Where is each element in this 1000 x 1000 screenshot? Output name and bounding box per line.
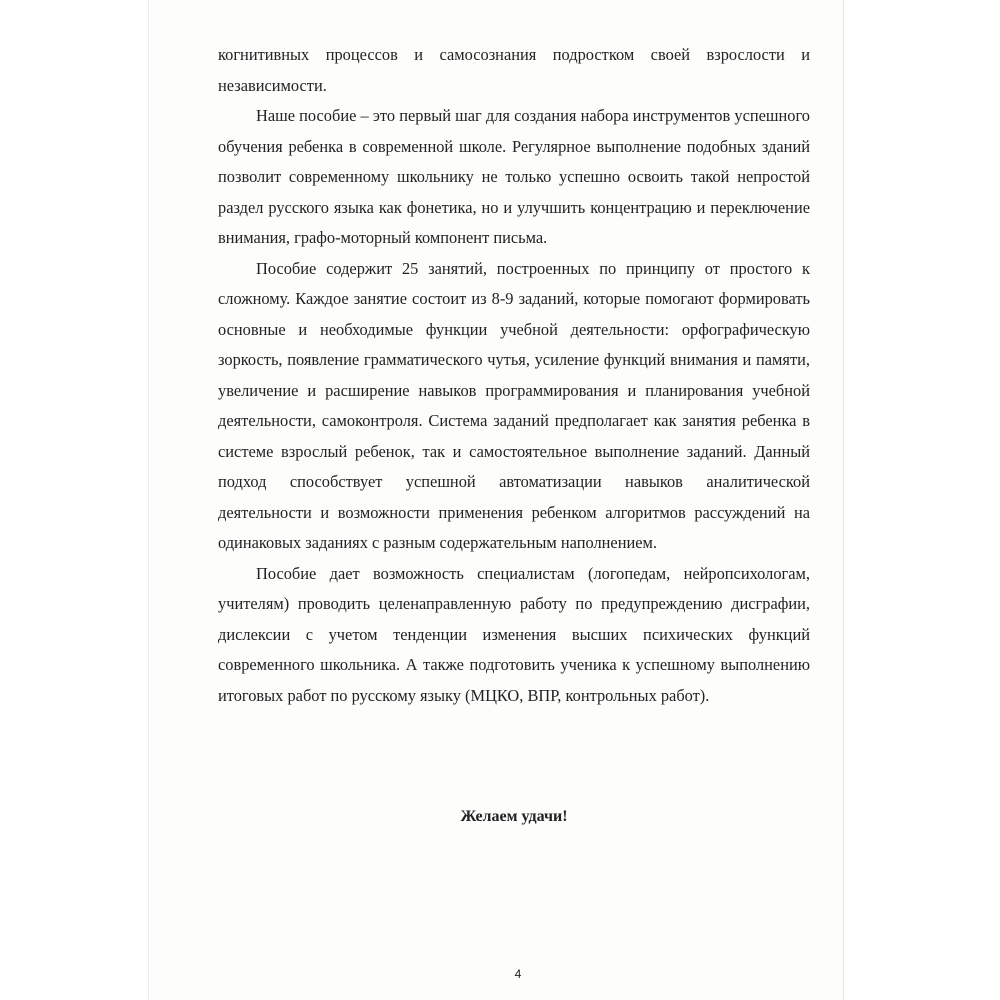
page-number: 4	[514, 967, 522, 981]
paragraph-manual-purpose: Наше пособие – это первый шаг для создания набора инструментов успешного обучения ребенка в современной школе. Регулярное выполнение подобных зданий позволит современному школьнику не только успешно освоить такой непростой раздел русского языка как фонетика, но и улучшить концентрацию и переключение внимания, графо-моторный компонент письма.	[218, 106, 810, 247]
signoff: Желаем удачи!	[460, 808, 568, 825]
paragraph-manual-specialists: Пособие дает возможность специалистам (логопедам, нейропсихологам, учителям) проводить целенаправленную работу по предупреждению дисграфии, дислексии с учетом тенденции изменения высших психических функций современного школьника. А также подготовить ученика к успешному выполнению итоговых работ по русскому языку (МЦКО, ВПР, контрольных работ).	[218, 563, 810, 705]
document-body	[218, 40, 810, 711]
paragraph-continuation: когнитивных процессов и самосознания подростком своей взрослости и независимости.	[218, 45, 810, 95]
paragraph-manual-contents: Пособие содержит 25 занятий, построенных по принципу от простого к сложному. Каждое занятие состоит из 8-9 заданий, которые помогают формировать основные и необходимые функции учебной деятельности: орфографическую зоркость, появление грамматического чутья, усиление функций внимания и памяти, увеличение и расширение навыков программирования и планирования учебной деятельности, самоконтроля. Система заданий предполагает как занятия ребенка в системе взрослый ребенок, так и самостоятельное выполнение заданий. Данный подход способствует успешной автоматизации навыков аналитической деятельности и возможности применения ребенком алгоритмов рассуждений на одинаковых заданиях с разным содержательным наполнением.	[218, 258, 810, 552]
